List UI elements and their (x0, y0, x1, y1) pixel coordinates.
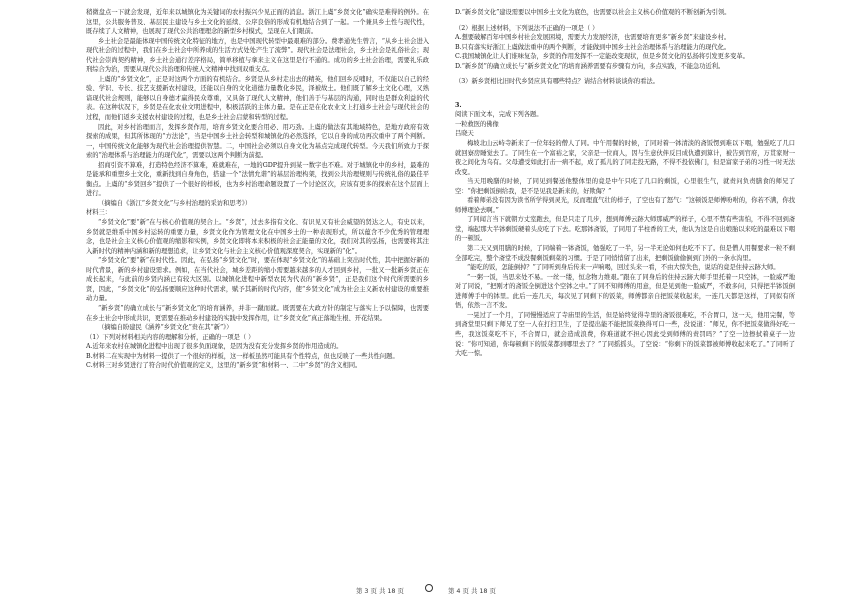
right-column (455, 8, 795, 359)
paragraph: 招商引资不算难，打造特色经济不算难，难就难在，一地的GDP提升到某一数字也不难。对于城镇化中的乡村，最难的是能承和重塑乡土文化，重新找到自身角色，搭建一个“法情允谐”的基层治理构架，找到公共治理规则与传统礼俗的最佳平衡点。上虞的“乡贤回乡”提供了一个很好的样板，也为乡村治理命题设置了一个讨论区次，应该有更多的探索在这个层面上进行。 (86, 161, 429, 198)
paragraph: 当天用晚膳的时候，了同见到餐送他整体里的竟是中午只吃了几口的剩饭，心里很生气，就责问负责膳食的师兄了空：“你把剩饭倒给我，是不是见我是新来的，好欺侮？” (455, 178, 795, 195)
paragraph: “新乡贤”的确立成长与“新乡贤文化”的培育涵养，并非一蹴而就。既需要在大政方针的制定与落实上予以保障，也需要在乡土社会中形成共识，更需要在推动乡村建设的实践中发挥作用，让“乡贤文化”真正落地生根、开花结果。 (86, 304, 429, 322)
paragraph: “乡贤文化”要“新”在时代性。因此，在弘扬“乡贤文化”时，要在体现“乡贤文化”的基础上突出时代性，其中把握好新的时代背景，新的乡村建设需求。例如，在当代社会，城乡差距的缩小需要越来越多的人才回到乡村，一批又一批新乡贤正在成长起来，与此前的乡贤内涵已有较大区别。以城镇化进程中新型农民为代表的“新乡贤”，正是我们这个时代所需要的乡贤，因此，“乡贤文化”的弘扬要顺应这种时代需求，赋予其新的时代内容，使“乡贤文化”成为社会主义新农村建设的重要推动力量。 (86, 257, 429, 303)
paragraph: B.只有落实好浙江上虞做法重申的两个判断，才能做到中国乡土社会治理体系与治理能力的现代化。 (455, 43, 731, 51)
paragraph: 因此，对乡村治理而言，发挥乡贤作用，培育乡贤文化要合用必、用巧劲。上虞的做法有其地域特色，是地方政府有效探索的成果，但其所体现的“方法论”，当是中国乡土社会转型和城镇化的必然选择，它以自身的成功再次重申了两个判断。一，中国传统文化能够为现代社会治理提供智慧。二，中国社会必须以自身文化为基点完成现代转型。今天我们所致力于探索的“治理体系与治理能力的现代化”，需要以这两个判断为前提。 (86, 123, 429, 160)
paragraph: （摘编自《浙江“乡贤文化”与乡村治理的采访和思考》） (98, 199, 252, 207)
paragraph: 上虞的“乡贤文化”，正是对这两个方面的有机结合。乡贤是从乡村走出去的精英，他们回乡反哺时，不仅能以自己的经验、学识、专长、技艺支援新农村建设，还能以自身的文化道德力量教化乡民，泽被故土。他们既了解乡土文化心理，又熟谙现代社会规则，能够以自身德才赢得民众尊重，又具备了现代人文精神，他们善于与基层的沟通，同时也是群众利益的代表。在这种状况下，乡贤是在化农业文明进程中，积极活跃的主体力量。是在正是在化农业文上打通乡土社会与现代社会的过程，而他们返乡支援农村建设的过程，也是乡土社会启蒙和转型的过程。 (86, 75, 429, 122)
paragraph: （3）新乡贤相比旧时代乡贤应具有哪些特点？请结合材料谈谈你的看法。 (455, 78, 659, 86)
page-number-right: 第 4 页 共 18 页 (448, 587, 496, 595)
paragraph: B.材料二在实现中为材料一提供了一个很好的样板，这一样板虽然可能具有个性特点，但也反映了一些共性问题。 (86, 352, 399, 360)
paragraph: 乡土社会是最能体现中国传统文化特征的地方，也是中国现代转型中最艰难的部分。费孝通先生曾言，“从乡土社会进入现代社会的过程中，我们在乡土社会中所养成的生活方式处处产生了流弊”。现代社会是法理社会，乡土社会是礼俗社会；现代社会崇尚契约精神，乡土社会通行差序格局，简单移植与拿来主义在这里是行不通的。成功的乡土社会治理，需要礼乐政刑综合为治，需要从现代公共治理和传统人文精神中找到双重支点。 (86, 37, 429, 74)
paragraph: D.“新乡贤文化”建设需要以中国乡土文化为底色，也需要以社会主义核心价值观的不断创新为引领。 (455, 9, 731, 16)
page-number-left: 第 3 页 共 18 页 (356, 587, 404, 595)
paragraph: （摘编自盼建民《涵养“乡贤文化”贵在其“新”》） (98, 324, 233, 332)
paragraph: 了同闻言当下就朝方丈室跑去，但是只走了几步，想到师傅云跡大师那威严的样子，心里不禁有些害怕，不得不回到斋堂，端起那大半钵剩饭硬着头皮吃了下去。吃那钵斋饭，了同用了半柱香的工夫，他认为这是自出娘胎以来吃的最难以下咽的一顿饭。 (455, 216, 795, 243)
paragraph: C.材料三对乡贤进行了符合时代价值观的定义，这里的“新乡贤”和材料一、二中“乡贤”的含义相同。 (86, 362, 362, 370)
paragraph: （1）下列对材料相关内容的理解和分析，正确的一项是（ ） (86, 333, 255, 341)
paragraph: C.我国城镇化让人们谁味复杂，乡贤的作用发挥不一定能改变现状，但是乡贤文化的弘扬将引发更多变革。 (455, 53, 749, 61)
paragraph: 一晃过了一个月，了同慢慢适应了寺庙里的生活，但是始终觉得寺里的斋饭很难吃，不合胃口，这一天，他用完餐，等到斋堂里只剩下师兄了空一人在打扫卫生，了是提出能不能把饭菜换得可口一些，没说道：“师兄，你不把饭菜做得好吃一些，我这饭菜吃不下，不合胃口，就会造成浪费，你难道就不担心因此受到师傅的责罚吗？”了空一边擦拭着桌子一边说：“你可知道，你每顿剩下的饭菜都到哪里去了？”了同摇摇头，了空说：“你剩下的饭菜都被师傅收起来吃了。”了同听了大吃一惊。 (455, 311, 795, 358)
paragraph: “乡贤文化”要“新”在与核心价值观的契合上。“乡贤”，过去多指有文化、有识见又有社会威望的贤达之人，有史以来，乡贤就是维系中国乡村运转的重要力量，乡贤文化作为管理文化在中国乡土的一种表现形式，所以蕴含不少优秀的管理理念，也是社会主义核心价值观的缩影和实例，乡贤文化即将本来积极的社会正能量的文化，我们对其的弘扬，也需要将其注入新时代的精神内涵和新的理想追求，让乡贤文化与社会主义核心价值观深度契合，实现新的“化”。 (86, 219, 429, 255)
paragraph: 梅坡北山云峙寺新来了一位年轻的僧人了同。中午用餐的时候，了同对着一钵清淡的斋饭愣到难以下咽，勉强吃了几口就回寮房睡觉去了。了同生在一个富裕之家，父亲是一位商人，因与生意伙伴反目成仇遭到算计，被告到官府，万贯家财一夜之间化为乌有。父母遭受如此打击一病不起，成了孤儿的了同走投无路，不得不投依佛门，但是富家子弟的习性一时无法改变。 (455, 140, 795, 176)
paragraph: 第二天又到用膳的时候，了同端着一钵斋饭，勉强吃了一半，另一半无论如何也吃不下了。但是僧人用餐要求一粒不剩全部吃完，整个斋堂不成没餐剩饭剩菜的习惯。于是了同悄悄留了出来，把剩饭偷偷倒到门外的一条水沟里。 (455, 245, 795, 262)
paragraph: 吕晓天 (455, 130, 474, 138)
binding-circle-icon (425, 584, 433, 592)
paragraph: 材料三： (86, 209, 111, 217)
paragraph: A.近年来农村在城镇化进程中出现了很多负面现象，是因为没有充分发挥乡贤的作用造成的。 (86, 343, 343, 351)
paragraph: “一粥一饭，当思来处不易。一丝一缕，恒念物力维艰。”跟在了同身后的住持云跡大师手里托着一只空钵，一脸威严地对了同说，“把刚才的斋饭全倒进这个空钵之中。”了同不知师傅的用意，但是见到他一脸威严，不敢多问，只得把半钵饭倒进师傅手中的钵里。此后一连几天，每次见了同剩下的饭菜，师傅都亲自把饭菜收起来，一连几天都是这样，了同似有所悟，依然一言不发。 (455, 273, 795, 310)
paragraph: D.“新乡贤”的确立成长与“新乡贤文化”的培育涵养需要有步骤有方向，多点实践，不能急功近利。 (455, 62, 725, 70)
paragraph: 看着师弟没有因为读书所学得到灵光，反而理直气壮的样子，了空也有了怒气：“这顿饭是师傅吩咐的，你若不满，你找师傅理论去啊。” (455, 197, 796, 214)
paragraph: （2）根据上述材料，下列说法不正确的一项是（ ） (455, 24, 599, 32)
paragraph: 稍微盘点一下就会发现，近年来以城镇化为关键词的农村振兴少见正面的消息。浙江上虞“乡贤文化”确实是难得的例外。在这里，公共服务普及、基层民主建设与乡土文化的延续、公序良俗的形成有机地结合到了一起。一个兼具乡土性与现代性，既存续了人文精神，也展现了现代公共治理理念的新型乡村模式，呈现在人们眼前。 (86, 9, 429, 36)
paragraph: 一粒救医的佛像 (455, 120, 499, 128)
paragraph: “能吃的饭，怎能倒掉？”了同听到身后传来一声响喝，回过头来一看，不由大惊失色，说话的竟是住持云跡大师。 (467, 264, 780, 272)
left-column (86, 8, 429, 371)
paragraph: 3. (455, 101, 462, 109)
paragraph: A.想要破解百年中国乡村社会发展困境，需要大力发展经济，也需要培育更多“新乡贤”来建设乡村。 (455, 34, 731, 42)
paragraph: 阅读下面文本，完成下列各题。 (455, 111, 543, 119)
